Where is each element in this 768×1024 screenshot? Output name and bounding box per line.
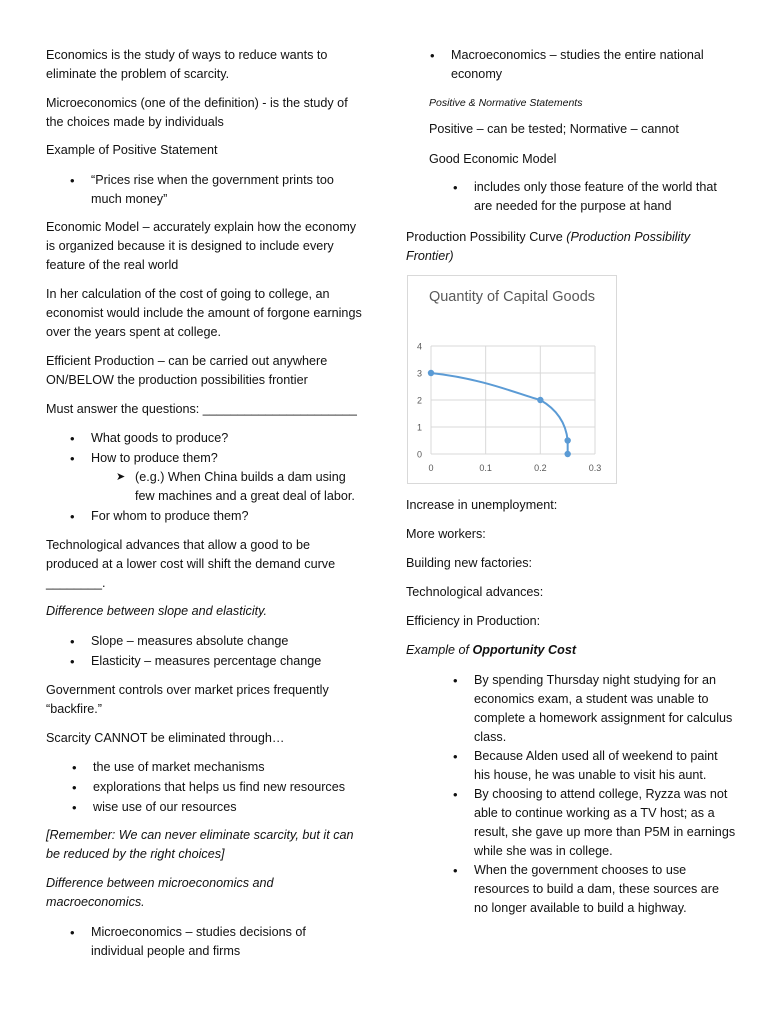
dam-example-text: (e.g.) When China builds a dam using few machines and a great deal of labor. <box>135 470 355 503</box>
slope-elasticity-heading: Difference between slope and elasticity. <box>46 604 267 618</box>
ppc-chart-svg <box>408 276 616 483</box>
ppc-heading <box>406 228 716 266</box>
scarcity-heading: Scarcity CANNOT be eliminated through… <box>46 731 285 745</box>
chart-title: Quantity of Capital Goods <box>428 289 596 305</box>
data-point-0-0 <box>428 370 434 376</box>
question-how-to-produce: • How to produce them? <box>91 449 218 468</box>
opportunity-example-ryzza: • By choosing to attend college, Ryzza was not able to continue working as a TV host; as a result, she gave up more than P5M in earnings while she was in college. <box>474 785 736 861</box>
good-model-item: • includes only those feature of the world that are needed for the purpose at hand <box>474 178 736 216</box>
scarcity-item-market: • the use of market mechanisms <box>93 758 265 777</box>
data-point-0-3 <box>564 451 570 457</box>
example-of-text: Example of <box>406 643 473 657</box>
question-for-whom: • For whom to produce them? <box>91 507 249 526</box>
scarcity-remember-note: [Remember: We can never eliminate scarcity, but it can be reduced by the right choices] <box>46 828 354 861</box>
microeconomics-definition: Microeconomics (one of the definition) - is the study of the choices made by individuals <box>46 96 348 129</box>
factor-tech-advances: Technological advances: <box>406 585 544 599</box>
economic-model-statement: Economic Model – accurately explain how the economy is organized because it is designed to include every feature of the real world <box>46 220 357 272</box>
good-model-heading: Good Economic Model <box>429 152 557 166</box>
data-point-0-2 <box>564 437 570 443</box>
opportunity-example-dam: • When the government chooses to use resources to build a dam, these sources are no longer available to build a highway. <box>474 861 736 918</box>
economics-definition: Economics is the study of ways to reduce wants to eliminate the problem of scarcity. <box>46 48 328 81</box>
scarcity-item-resources: • wise use of our resources <box>93 798 237 817</box>
scarcity-item-explorations: • explorations that helps us find new resources <box>93 778 345 797</box>
macroeconomics-item: • Macroeconomics – studies the entire national economy <box>451 46 731 84</box>
slope-definition: • Slope – measures absolute change <box>91 632 288 651</box>
ppc-label: Production Possibility Curve <box>406 230 563 244</box>
y-tick-label-0: 0 <box>416 449 422 460</box>
y-tick-label-2: 2 <box>416 395 422 406</box>
x-tick-label-0: 0 <box>428 463 434 473</box>
positive-statement-example: • “Prices rise when the government prints too much money” <box>91 171 351 209</box>
how-to-produce-example <box>116 468 365 506</box>
positive-normative-heading: Positive & Normative Statements <box>429 97 583 109</box>
y-tick-label-4: 4 <box>416 341 422 352</box>
question-what-goods: • What goods to produce? <box>91 429 228 448</box>
x-tick-label-3: 0.3 <box>588 463 602 473</box>
factor-new-factories: Building new factories: <box>406 556 533 570</box>
series-line-0 <box>431 373 568 454</box>
ppc-chart <box>407 275 617 484</box>
arrow-bullet-icon: ➤ <box>116 471 126 483</box>
government-controls-statement: Government controls over market prices frequently “backfire.” <box>46 683 329 716</box>
y-tick-label-1: 1 <box>416 422 422 433</box>
college-cost-statement: In her calculation of the cost of going to college, an economist would include the amount of forgone earnings over the years spent at college. <box>46 287 362 339</box>
opportunity-cost-heading <box>406 641 576 660</box>
elasticity-definition: • Elasticity – measures percentage change <box>91 652 321 671</box>
must-answer-questions: Must answer the questions: ______________________ <box>46 402 357 416</box>
factor-efficiency: Efficiency in Production: <box>406 614 541 628</box>
efficient-production-statement: Efficient Production – can be carried out anywhere ON/BELOW the production possibilities frontier <box>46 354 328 387</box>
micro-macro-heading: Difference between microeconomics and macroeconomics. <box>46 876 274 909</box>
tech-advances-blank: ________. <box>46 576 106 590</box>
factor-unemployment: Increase in unemployment: <box>406 498 558 512</box>
x-tick-label-1: 0.1 <box>479 463 492 473</box>
technological-advances-statement <box>46 536 364 593</box>
positive-statement-heading: Example of Positive Statement <box>46 143 218 157</box>
positive-normative-statement: Positive – can be tested; Normative – cannot <box>429 122 679 136</box>
factor-more-workers: More workers: <box>406 527 486 541</box>
data-point-0-1 <box>537 397 543 403</box>
x-tick-label-2: 0.2 <box>534 463 547 473</box>
microeconomics-item: • Microeconomics – studies decisions of individual people and firms <box>91 923 321 961</box>
ppc-paren: (Production Possibility Frontier) <box>406 230 691 263</box>
opportunity-example-exam: • By spending Thursday night studying for an economics exam, a student was unable to complete a homework assignment for calculus class. <box>474 671 736 747</box>
y-tick-label-3: 3 <box>416 368 422 379</box>
opportunity-cost-text: Opportunity Cost <box>472 643 577 657</box>
tech-advances-text: Technological advances that allow a good to be produced at a lower cost will shift the demand curve <box>46 538 336 571</box>
opportunity-example-alden: • Because Alden used all of weekend to paint his house, he was unable to visit his aunt. <box>474 747 736 785</box>
